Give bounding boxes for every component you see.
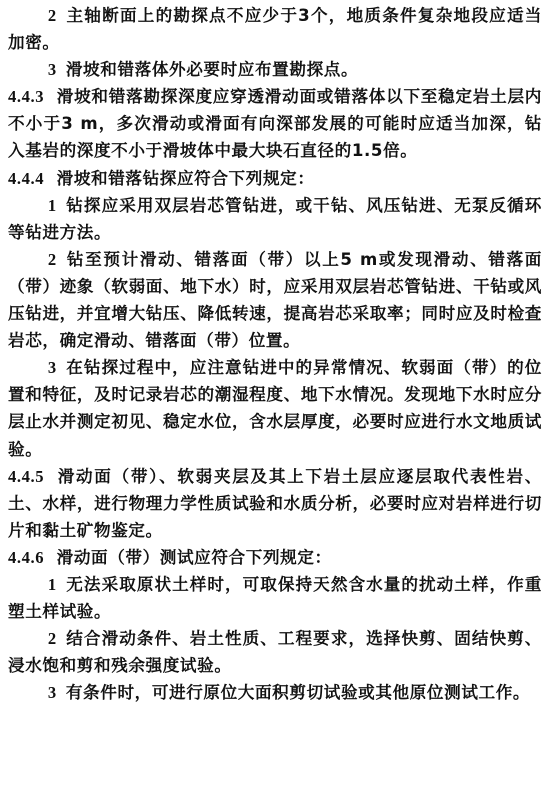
paragraph-text: 钻至预计滑动、错落面（带）以上5 m或发现滑动、错落面（带）迹象（软弱面、地下水）时，应采用双层岩芯管钻进、干钻或风压钻进，并宜增大钻压、降低转速，提高岩芯采取率；同时应及时检查岩芯，确定滑动、错落面（带）位置。 [8, 249, 542, 351]
item-number: 3 [47, 60, 57, 80]
item-paragraph [8, 192, 542, 246]
item-paragraph [8, 625, 542, 679]
item-paragraph [8, 246, 542, 354]
clause-number: 4.4.4 [8, 168, 45, 188]
item-number: 2 [47, 249, 57, 269]
clause-paragraph [8, 544, 542, 571]
paragraph-text: 滑动面（带）测试应符合下列规定： [56, 547, 332, 567]
paragraph-text: 滑动面（带）、软弱夹层及其上下岩土层应逐层取代表性岩、土、水样，进行物理力学性质试验和水质分析，必要时应对岩样进行切片和黏土矿物鉴定。 [8, 466, 542, 540]
paragraph-text: 滑坡和错落钻探应符合下列规定： [56, 168, 315, 188]
item-number: 2 [47, 6, 57, 25]
clause-number: 4.4.5 [8, 466, 45, 486]
paragraph-text: 滑坡和错落勘探深度应穿透滑动面或错落体以下至稳定岩土层内不小于3 m，多次滑动或滑面有向深部发展的可能时应适当加深，钻入基岩的深度不小于滑坡体中最大块石直径的1.5倍。 [8, 87, 542, 161]
paragraph-text: 无法采取原状土样时，可取保持天然含水量的扰动土样，作重塑土样试验。 [8, 574, 542, 622]
paragraph-text: 有条件时，可进行原位大面积剪切试验或其他原位测试工作。 [65, 683, 531, 703]
paragraph-text: 滑坡和错落体外必要时应布置勘探点。 [65, 60, 359, 80]
item-number: 3 [47, 683, 57, 703]
item-paragraph [8, 354, 542, 462]
clause-number: 4.4.6 [8, 547, 45, 567]
item-paragraph [8, 2, 542, 56]
item-paragraph [8, 679, 542, 706]
item-paragraph [8, 56, 542, 83]
paragraph-text: 主轴断面上的勘探点不应少于3个，地质条件复杂地段应适当加密。 [8, 6, 542, 53]
paragraph-text: 钻探应采用双层岩芯管钻进，或干钻、风压钻进、无泵反循环等钻进方法。 [8, 195, 542, 242]
clause-paragraph [8, 165, 542, 192]
paragraph-text: 在钻探过程中，应注意钻进中的异常情况、软弱面（带）的位置和特征，及时记录岩芯的潮湿程度、地下水情况。发现地下水时应分层止水并测定初见、稳定水位，含水层厚度，必要时应进行水文地质试验。 [8, 358, 542, 459]
item-number: 3 [47, 358, 57, 378]
paragraph-text: 结合滑动条件、岩土性质、工程要求，选择快剪、固结快剪、浸水饱和剪和残余强度试验。 [8, 629, 542, 676]
clause-paragraph [8, 463, 542, 544]
item-paragraph [8, 571, 542, 625]
item-number: 2 [47, 629, 57, 649]
clause-number: 4.4.3 [8, 87, 45, 107]
item-number: 1 [47, 574, 57, 594]
item-number: 1 [47, 195, 57, 215]
clause-paragraph [8, 83, 542, 164]
